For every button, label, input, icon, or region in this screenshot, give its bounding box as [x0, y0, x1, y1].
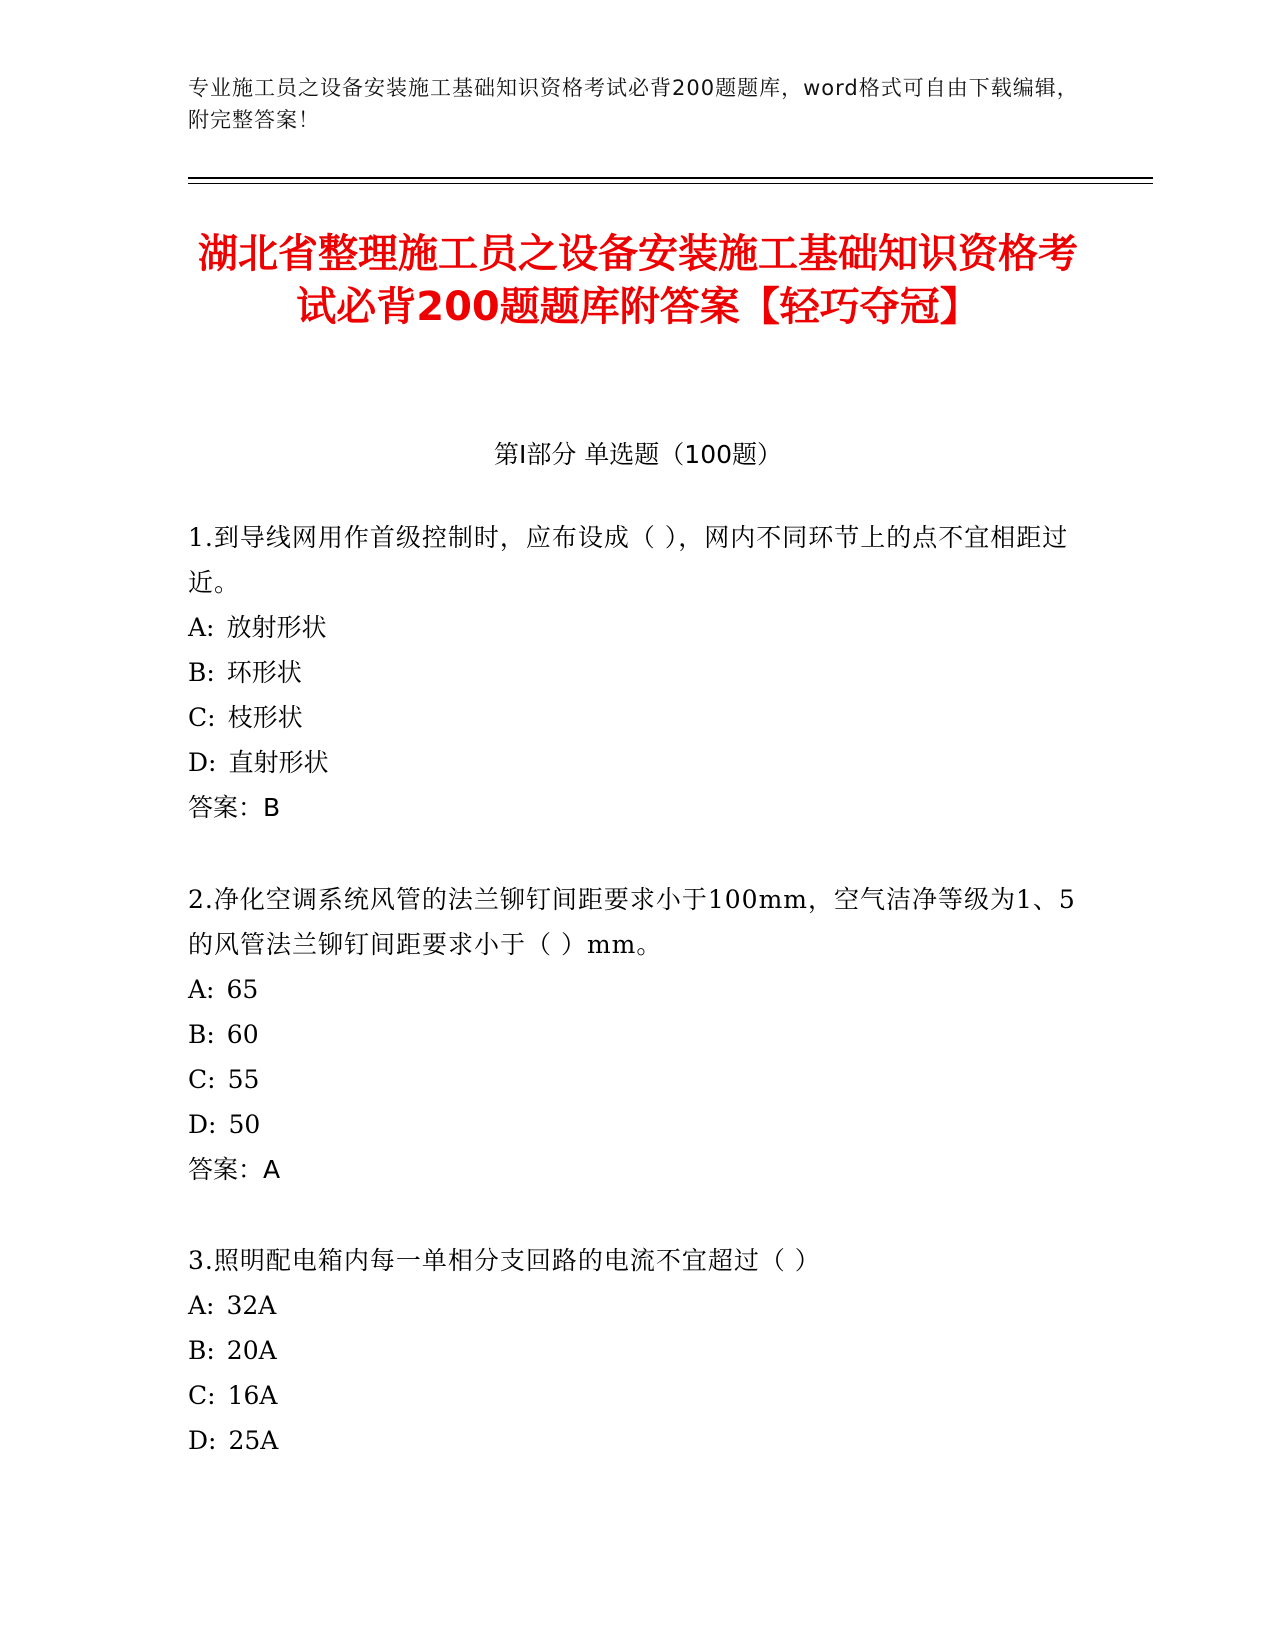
option-d	[188, 1102, 1088, 1147]
option-text: 环形状	[226, 658, 302, 687]
section-title: 第Ⅰ部分 单选题（100题）	[493, 440, 783, 469]
option-letter: B:	[188, 1020, 215, 1049]
option-text: 50	[228, 1110, 261, 1139]
option-text: 枝形状	[227, 703, 303, 732]
question-stem: 1.到导线网用作首级控制时，应布设成（ ），网内不同环节上的点不宜相距过近。	[188, 523, 1069, 597]
document-title: 湖北省整理施工员之设备安装施工基础知识资格考试必背200题题库附答案【轻巧夺冠】	[198, 231, 1078, 330]
option-text: 55	[227, 1065, 260, 1094]
question-stem: 3.照明配电箱内每一单相分支回路的电流不宜超过（ ）	[188, 1246, 821, 1275]
option-letter: A:	[188, 975, 215, 1004]
option-letter: C:	[188, 1381, 216, 1410]
question-stem: 2.净化空调系统风管的法兰铆钉间距要求小于100mm，空气洁净等级为1、5的风管法兰铆钉间距要求小于（ ）mm。	[188, 885, 1076, 959]
option-a	[188, 1283, 1088, 1328]
option-a	[188, 967, 1088, 1012]
option-letter: B:	[188, 658, 215, 687]
option-text: 20A	[226, 1336, 277, 1365]
option-letter: C:	[188, 703, 216, 732]
option-letter: A:	[188, 1291, 215, 1320]
option-text: 直射形状	[228, 748, 329, 777]
question-1	[188, 515, 1088, 830]
option-letter: D:	[188, 1110, 217, 1139]
header-note: 专业施工员之设备安装施工基础知识资格考试必背200题题库，word格式可自由下载编辑，附完整答案！	[188, 76, 1079, 132]
header-rule-thin	[188, 183, 1153, 184]
option-d	[188, 740, 1088, 785]
option-text: 16A	[227, 1381, 278, 1410]
option-text: 32A	[226, 1291, 277, 1320]
option-c	[188, 695, 1088, 740]
answer-line: 答案：A	[188, 1155, 281, 1184]
option-b	[188, 650, 1088, 695]
option-a	[188, 605, 1088, 650]
option-letter: C:	[188, 1065, 216, 1094]
option-text: 25A	[228, 1426, 279, 1455]
option-d	[188, 1418, 1088, 1463]
option-b	[188, 1328, 1088, 1373]
option-letter: B:	[188, 1336, 215, 1365]
option-letter: A:	[188, 613, 215, 642]
answer-line: 答案：B	[188, 793, 281, 822]
option-letter: D:	[188, 748, 217, 777]
option-text: 65	[226, 975, 259, 1004]
option-c	[188, 1373, 1088, 1418]
option-text: 60	[226, 1020, 259, 1049]
option-b	[188, 1012, 1088, 1057]
question-3	[188, 1238, 1088, 1463]
question-2	[188, 877, 1088, 1192]
option-c	[188, 1057, 1088, 1102]
option-letter: D:	[188, 1426, 217, 1455]
header-rule-thick	[188, 177, 1153, 179]
option-text: 放射形状	[226, 613, 327, 642]
